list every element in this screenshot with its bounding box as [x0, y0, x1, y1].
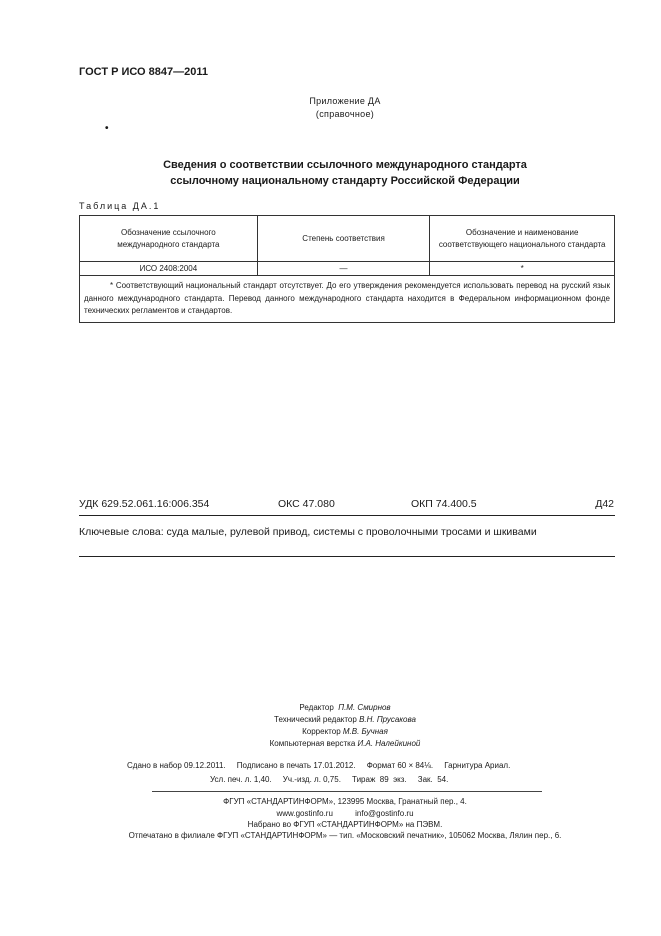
website-link: www.gostinfo.ru: [276, 809, 333, 818]
group-code: Д42: [595, 498, 614, 510]
appendix-subtitle: (справочное): [315, 109, 375, 119]
section-title: [0, 157, 661, 189]
credit-person: В.Н. Прусакова: [359, 715, 416, 724]
table-header-row: [80, 216, 615, 262]
table-cell: *: [430, 262, 615, 276]
keywords: Ключевые слова: суда малые, рулевой привод, системы с проволочными тросами и шкивами: [79, 526, 537, 538]
credit-tech-editor: [0, 715, 661, 724]
table-cell: —: [257, 262, 430, 276]
section-title-line-2: ссылочному национальному стандарту Российской Федерации: [170, 175, 520, 187]
table-caption: Таблица ДА.1: [79, 201, 161, 211]
divider: [79, 515, 615, 516]
divider: [152, 791, 542, 792]
table-row: [80, 262, 615, 276]
publisher-address: ФГУП «СТАНДАРТИНФОРМ», 123995 Москва, Гранатный пер., 4.: [223, 797, 467, 806]
credit-person: И.А. Налейкиной: [357, 739, 421, 748]
table-footnote-row: [80, 276, 615, 323]
oks-code: ОКС 47.080: [278, 498, 335, 510]
divider: [79, 556, 615, 557]
contact-line: [0, 809, 661, 818]
appendix-title: Приложение ДА: [309, 96, 381, 106]
section-title-line-1: Сведения о соответствии ссылочного международного стандарта: [163, 159, 527, 171]
reference-table: [79, 215, 615, 323]
credit-role: Компьютерная верстка: [269, 739, 356, 748]
credit-editor: [0, 703, 661, 712]
credit-role: Корректор: [302, 727, 341, 736]
credit-role: Редактор: [299, 703, 334, 712]
print-details: Усл. печ. л. 1,40. Уч.-изд. л. 0,75. Тираж 89 экз. Зак. 54.: [210, 775, 449, 784]
okp-code: ОКП 74.400.5: [411, 498, 477, 510]
udc-code: УДК 629.52.061.16:006.354: [79, 498, 210, 510]
printed-note: Отпечатано в филиале ФГУП «СТАНДАРТИНФОРМ» — тип. «Московский печатник», 105062 Москва, Лялин пер., 6.: [128, 831, 562, 840]
credit-layout: [0, 739, 661, 748]
credit-person: П.М. Смирнов: [338, 703, 391, 712]
standard-code: ГОСТ Р ИСО 8847—2011: [79, 66, 209, 78]
credit-proofreader: [0, 727, 661, 736]
publication-details: Сдано в набор 09.12.2011. Подписано в печать 17.01.2012. Формат 60 × 84⅛. Гарнитура Ариал.: [127, 761, 511, 770]
credit-role: Технический редактор: [274, 715, 357, 724]
table-header-cell: Обозначение ссылочного международного стандарта: [80, 216, 258, 262]
table-footnote: * Соответствующий национальный стандарт отсутствует. До его утверждения рекомендуется использовать перевод на русский язык данного международного стандарта. Перевод данного международного стандарта находится в Федеральном информационном фонде технических регламентов и стандартов.: [80, 276, 615, 323]
table-header-cell: Обозначение и наименование соответствующего национального стандарта: [430, 216, 615, 262]
credit-person: М.В. Бучная: [342, 727, 388, 736]
table-header-cell: Степень соответствия: [257, 216, 430, 262]
bullet-mark: •: [105, 123, 109, 134]
email-link: info@gostinfo.ru: [355, 809, 414, 818]
table-cell: ИСО 2408:2004: [80, 262, 258, 276]
typeset-note: Набрано во ФГУП «СТАНДАРТИНФОРМ» на ПЭВМ.: [247, 820, 443, 829]
